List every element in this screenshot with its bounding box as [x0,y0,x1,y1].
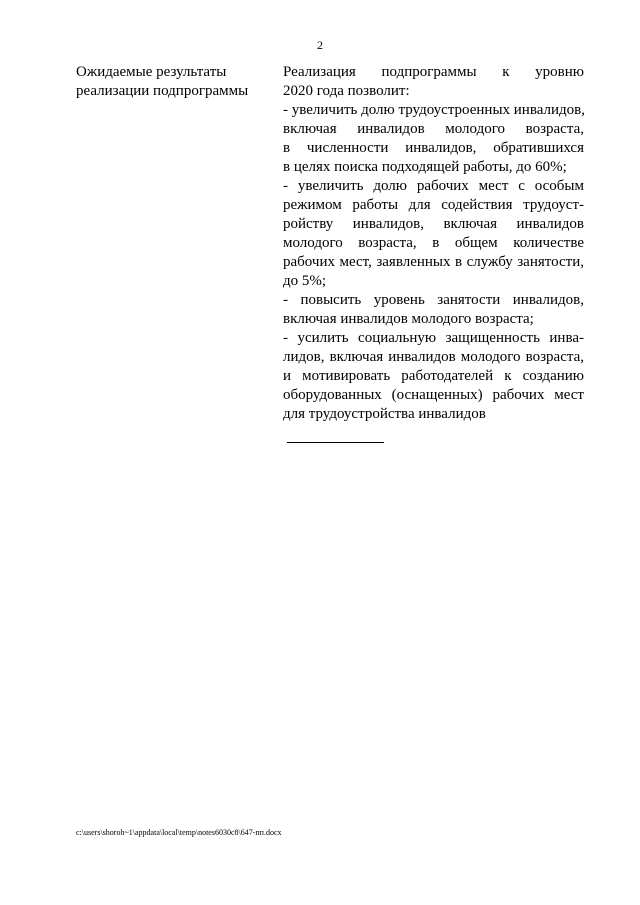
row-value-line: ройству инвалидов, включая инвалидов [283,216,584,232]
row-value-line: включая инвалидов молодого возраста, [283,121,584,137]
page-number: 2 [317,38,323,52]
row-value [283,63,584,424]
row-label-line: реализации подпрограммы [76,83,249,99]
row-label [76,63,266,101]
row-value-line: для трудоустройства инвалидов [283,406,486,422]
row-value-line: - увеличить долю рабочих мест с особым [283,178,584,194]
row-value-line: в численности инвалидов, обратившихся [283,140,584,156]
row-value-line: - усилить социальную защищенность инва- [283,330,584,346]
end-of-document-rule [287,442,384,443]
row-value-line: - увеличить долю трудоустроенных инвалидов, [283,102,585,118]
row-value-line: до 5%; [283,273,327,289]
row-value-line: лидов, включая инвалидов молодого возраста, [283,349,584,365]
row-value-line: рабочих мест, заявленных в службу занятости, [283,254,584,270]
row-value-line: включая инвалидов молодого возраста; [283,311,534,327]
row-value-line: и мотивировать работодателей к созданию [283,368,584,384]
row-value-line: Реализация подпрограммы к уровню [283,64,584,80]
row-label-line: Ожидаемые результаты [76,64,227,80]
row-value-line: молодого возраста, в общем количестве [283,235,584,251]
row-value-line: оборудованных (оснащенных) рабочих мест [283,387,584,403]
row-value-line: - повысить уровень занятости инвалидов, [283,292,584,308]
row-value-line: режимом работы для содействия трудоуст- [283,197,584,213]
row-value-line: в целях поиска подходящей работы, до 60%; [283,159,567,175]
footer-file-path: c:\users\shoroh~1\appdata\local\temp\notes6030c8\647-пп.docx [76,828,282,837]
row-value-line: 2020 года позволит: [283,83,410,99]
